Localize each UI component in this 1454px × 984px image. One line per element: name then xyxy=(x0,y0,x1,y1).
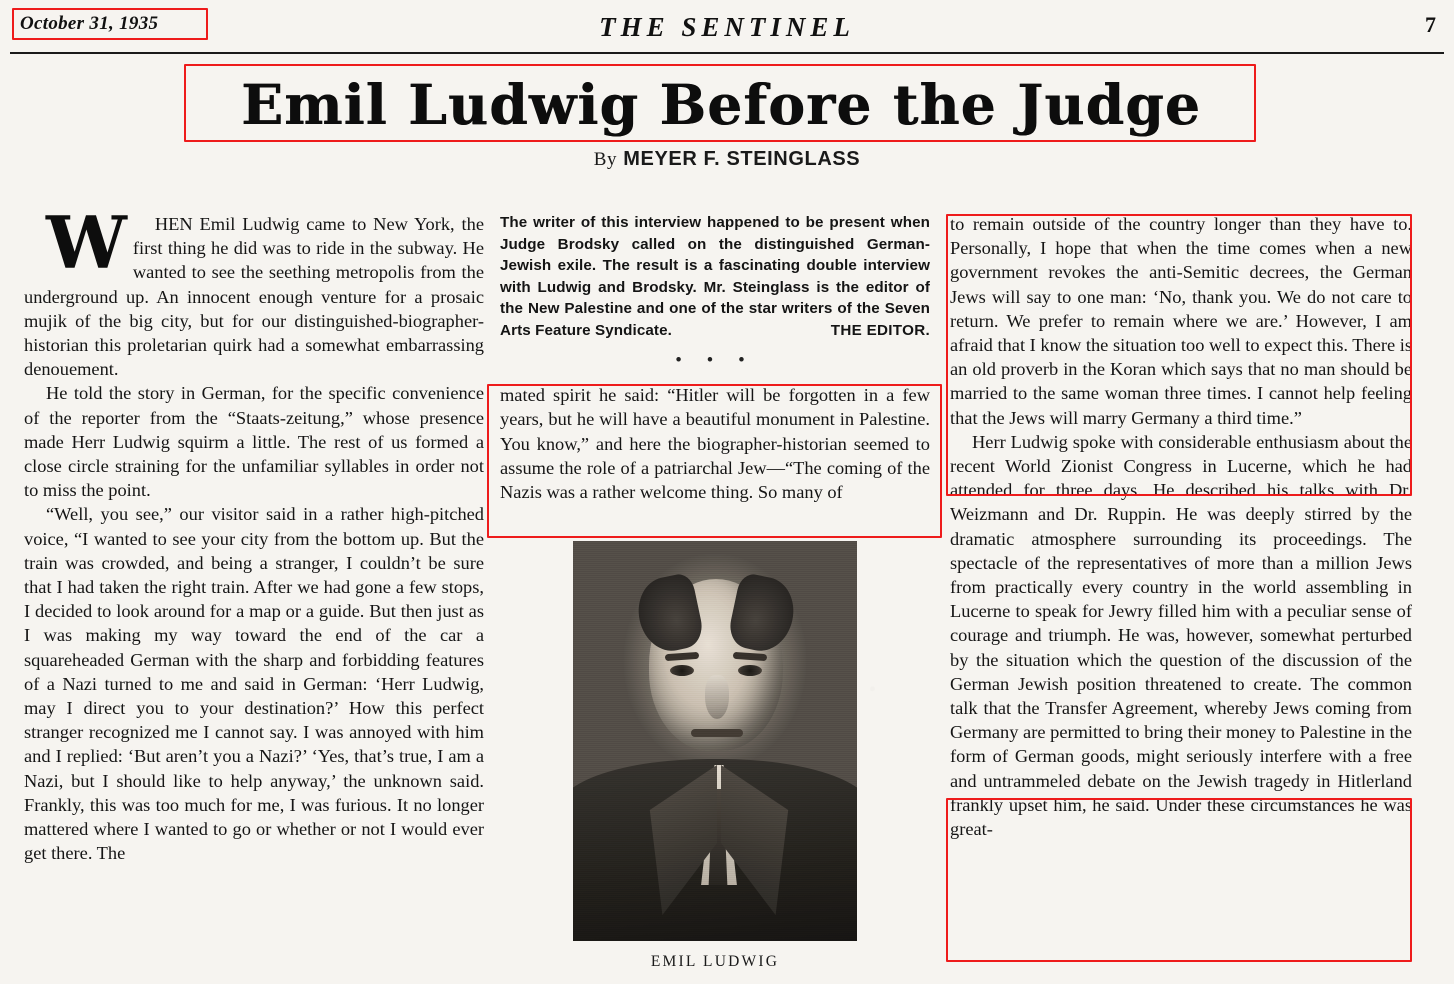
section-separator: • • • xyxy=(675,350,755,371)
paragraph: He told the story in German, for the specific convenience of the reporter from the “Staats-zeitung,” whose presence made Herr Ludwig squirm a little. The rest of us formed a close circle straining for the unfamiliar syllables in order not to miss the point. xyxy=(24,383,484,501)
paragraph: to remain outside of the country longer than they have to. Personally, I hope that when the time comes when a new government revokes the anti-Semitic decrees, the German Jews will say to one man: ‘No, thank you. We do not care to return. We prefer to remain where we are.’ However, I am afraid that I know the situation too well to expect this. There is an old proverb in the Koran which says that no man should be married to the same woman three times. I cannot help feeling that the Jews will marry Germany a third time.” xyxy=(950,214,1412,428)
paragraph: Herr Ludwig spoke with considerable enthusiasm about the recent World Zionist Congress in Lucerne, which he had attended for three days. He described his talks with Dr. Weizmann and Dr. Ruppin. He was deeply stirred by the dramatic atmosphere surrounding its proceedings. The spectacle of the representatives of more than a million Jews from practically every country in the world assembling in Lucerne to speak for Jewry filled him with a peculiar sense of courage and triumph. He was, however, somewhat perturbed by the situation which the question of the discussion of the German Jewish position threatened to create. The common talk that the Transfer Agreement, whereby Jews coming from Germany are permitted to bring their money to Palestine in the form of German goods, might seriously interfere with a free and untrammeled debate on the Jewish tragedy in Hitlerland frankly upset him, he said. Under these circumstances he was great- xyxy=(950,431,1412,840)
portrait-caption: EMIL LUDWIG xyxy=(650,953,780,970)
column-middle xyxy=(500,212,930,504)
page-number: 7 xyxy=(1425,12,1436,37)
paragraph: “Well, you see,” our visitor said in a rather high-pitched voice, “I wanted to see your city from the bottom up. But the train was crowded, and being a stranger, I couldn’t be sure that I had taken the right train. After we had gone a few stops, I decided to look around for a map or a guide. But then just as I was making my way toward the end of the car a squareheaded German with the sharp and forbidding features of a Nazi turned to me and said in German: ‘Herr Ludwig, may I direct you to your destination?’ How this perfect stranger recognized me I cannot say. I was annoyed with him and I replied: ‘But aren’t you a Nazi?’ ‘Yes, that’s true, I am a Nazi, but I should like to help anyway,’ the unknown said. Frankly, this was too much for me, I was furious. It no longer mattered where I wanted to go or whether or not I would ever get there. The xyxy=(24,504,484,864)
portrait-emil-ludwig-image xyxy=(573,541,857,941)
byline-author: MEYER F. STEINGLASS xyxy=(623,148,861,170)
paper-title: THE SENTINEL xyxy=(599,12,855,42)
article-headline: Emil Ludwig Before the Judge xyxy=(240,71,1201,137)
paragraph-text: HEN Emil Ludwig came to New York, the first thing he did was to ride in the subway. He wanted to see the seething metropolis from the underground up. An innocent enough venture for a prosaic mujik of the big city, but for our distinguished-biographer-historian this proletarian quirk had a somewhat embarrassing denouement. xyxy=(24,214,484,380)
editor-note xyxy=(500,212,930,341)
column-left xyxy=(24,200,484,865)
editor-note-text: The writer of this interview happened to be present when Judge Brodsky called on the distinguished German-Jewish exile. The result is a fascinating double interview with Ludwig and Brodsky. Mr. Steinglass is the editor of the New Palestine and one of the star writers of the Seven Arts Feature Syndicate. xyxy=(500,214,930,339)
issue-date: October 31, 1935 xyxy=(20,13,159,34)
column-right xyxy=(950,212,1412,841)
halftone-grain-overlay xyxy=(573,541,857,941)
paragraph: mated spirit he said: “Hitler will be forgotten in a few years, but he will have a beautiful monument in Palestine. You know,” and here the biographer-historian seemed to assume the role of a patriarchal Jew—“The coming of the Nazis was a rather welcome thing. So many of xyxy=(500,385,930,503)
paragraph xyxy=(24,200,484,381)
portrait-figure xyxy=(573,541,857,941)
editor-note-signature: THE EDITOR. xyxy=(830,321,930,339)
byline-prefix: By xyxy=(593,149,618,170)
masthead-divider xyxy=(10,52,1444,54)
headline-container xyxy=(186,66,1256,142)
article-byline xyxy=(0,148,1454,171)
masthead xyxy=(0,0,1454,56)
drop-cap: W xyxy=(46,200,127,285)
